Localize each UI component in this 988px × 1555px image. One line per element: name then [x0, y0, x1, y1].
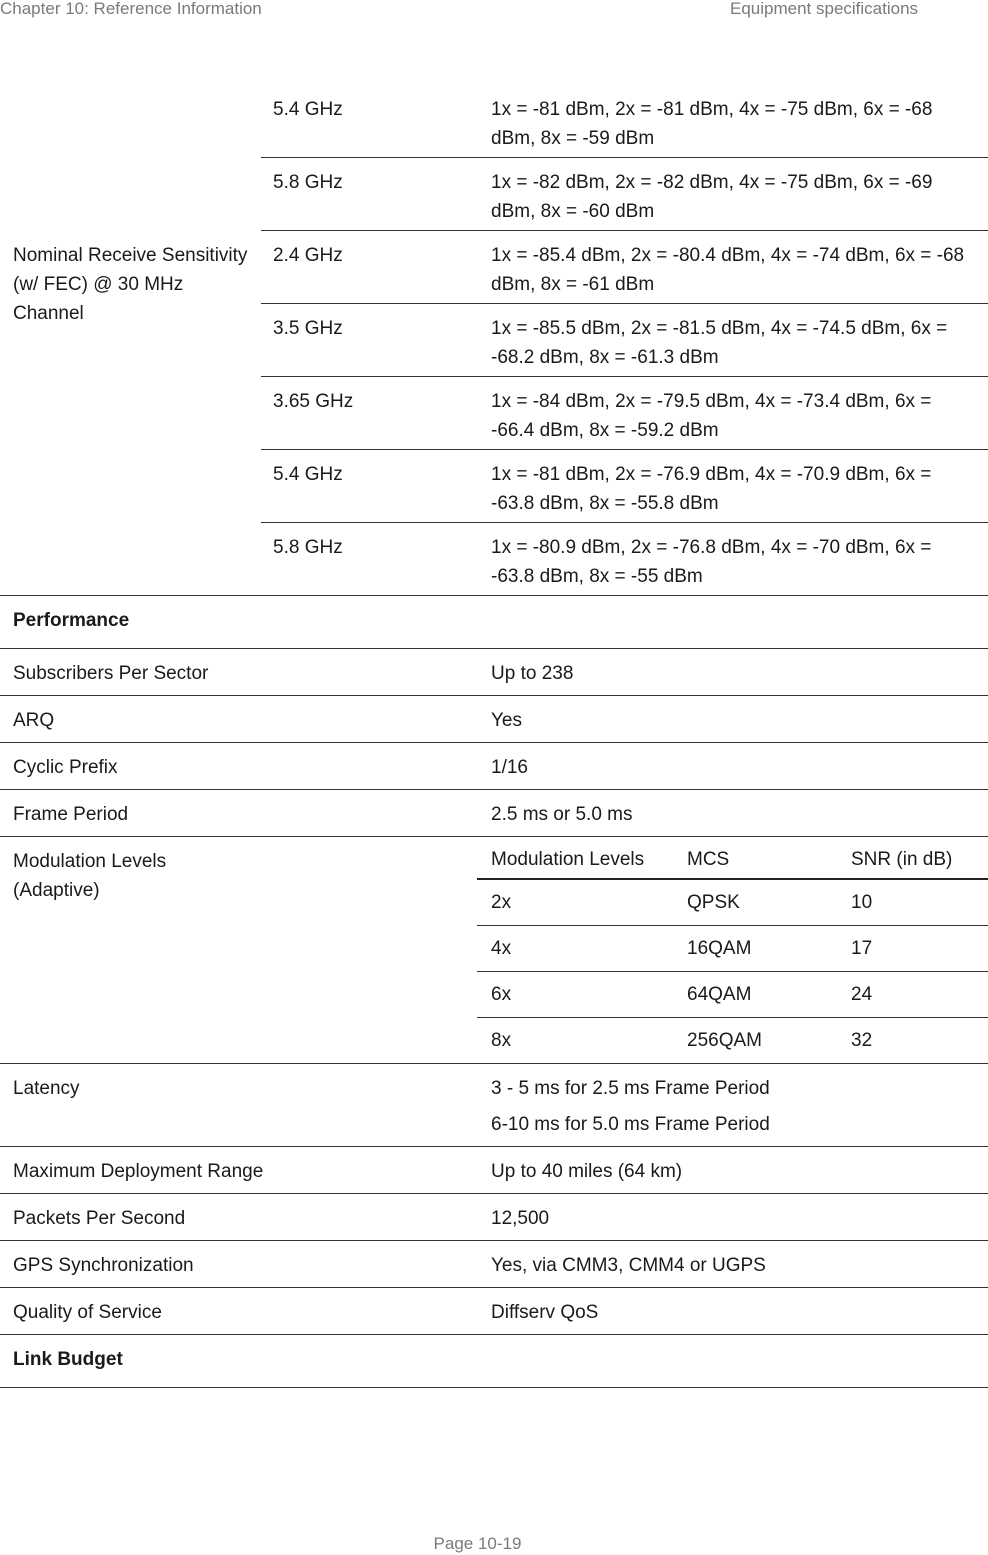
page-header-section: Equipment specifications	[730, 0, 919, 18]
table-row	[0, 1288, 988, 1335]
band-cell: 5.4 GHz	[261, 450, 477, 523]
modulation-row	[477, 972, 988, 1018]
latency-line: 6-10 ms for 5.0 ms Frame Period	[491, 1114, 770, 1135]
band-cell: 5.4 GHz	[261, 85, 477, 158]
snr-value: 24	[837, 972, 988, 1018]
spec-label: Subscribers Per Sector	[0, 649, 477, 696]
column-header: MCS	[673, 837, 837, 879]
spec-label: Maximum Deployment Range	[0, 1147, 477, 1194]
specifications-table	[0, 85, 988, 1388]
section-title-performance: Performance	[0, 596, 988, 649]
modulation-table-cell	[477, 837, 988, 1064]
mcs-value: 64QAM	[673, 972, 837, 1018]
modulation-row	[477, 879, 988, 926]
section-header-row	[0, 1335, 988, 1388]
mcs-value: 256QAM	[687, 1030, 762, 1051]
modulation-level: 2x	[477, 879, 673, 926]
spec-value: Yes	[477, 696, 988, 743]
table-row	[0, 1147, 988, 1194]
spec-value	[477, 1064, 988, 1147]
spec-label: ARQ	[0, 696, 477, 743]
spec-value: Yes, via CMM3, CMM4 or UGPS	[477, 1241, 988, 1288]
value-cell: 1x = -84 dBm, 2x = -79.5 dBm, 4x = -73.4 dBm, 6x = -66.4 dBm, 8x = -59.2 dBm	[477, 377, 988, 450]
modulation-level: 8x	[491, 1030, 512, 1051]
latency-line: 3 - 5 ms for 2.5 ms Frame Period	[491, 1078, 770, 1099]
spec-label: GPS Synchronization	[0, 1241, 477, 1288]
table-row	[0, 231, 988, 304]
section-header-row	[0, 596, 988, 649]
snr-value: 10	[837, 879, 988, 926]
table-row	[0, 743, 988, 790]
spec-value: Up to 40 miles (64 km)	[477, 1147, 988, 1194]
mcs-value: 16QAM	[673, 926, 837, 972]
table-row	[0, 649, 988, 696]
modulation-level: 4x	[477, 926, 673, 972]
modulation-table	[477, 837, 988, 1063]
value-cell: 1x = -82 dBm, 2x = -82 dBm, 4x = -75 dBm, 6x = -69 dBm, 8x = -60 dBm	[477, 158, 988, 231]
table-row	[0, 696, 988, 743]
value-cell: 1x = -80.9 dBm, 2x = -76.8 dBm, 4x = -70 dBm, 6x = -63.8 dBm, 8x = -55 dBm	[477, 523, 988, 596]
column-header: SNR (in dB)	[837, 837, 988, 879]
value-cell: 1x = -81 dBm, 2x = -81 dBm, 4x = -75 dBm, 6x = -68 dBm, 8x = -59 dBm	[477, 85, 988, 158]
table-row	[0, 837, 988, 1064]
value-cell: 1x = -85.4 dBm, 2x = -80.4 dBm, 4x = -74 dBm, 6x = -68 dBm, 8x = -61 dBm	[477, 231, 988, 304]
modulation-row	[477, 1018, 988, 1064]
spec-value: 2.5 ms or 5.0 ms	[477, 790, 988, 837]
snr-value: 32	[851, 1030, 873, 1051]
table-row	[0, 1194, 988, 1241]
page-number: Page 10-19	[433, 1534, 522, 1553]
modulation-row	[477, 926, 988, 972]
sensitivity-label: Nominal Receive Sensitivity (w/ FEC) @ 30 MHz Channel	[0, 231, 261, 596]
spec-label: Frame Period	[0, 790, 477, 837]
table-row	[0, 1064, 988, 1147]
spec-label	[0, 837, 477, 1064]
table-row	[0, 790, 988, 837]
band-cell: 5.8 GHz	[261, 523, 477, 596]
spec-label: Latency	[0, 1064, 477, 1147]
spec-value: 1/16	[477, 743, 988, 790]
spec-value: 12,500	[477, 1194, 988, 1241]
spec-label: Quality of Service	[0, 1288, 477, 1335]
band-cell: 3.5 GHz	[261, 304, 477, 377]
modulation-header-row	[477, 837, 988, 879]
page-header-chapter: Chapter 10: Reference Information	[0, 0, 262, 18]
snr-value: 17	[837, 926, 988, 972]
spec-label: Packets Per Second	[0, 1194, 477, 1241]
table-row	[0, 85, 988, 158]
mcs-value: QPSK	[673, 879, 837, 926]
spec-value: Up to 238	[477, 649, 988, 696]
spec-value: Diffserv QoS	[477, 1288, 988, 1335]
modulation-label: Modulation Levels (Adaptive)	[13, 851, 167, 901]
section-title-link-budget: Link Budget	[0, 1335, 988, 1388]
band-cell: 5.8 GHz	[261, 158, 477, 231]
continued-label-cell	[0, 85, 261, 231]
band-cell: 2.4 GHz	[261, 231, 477, 304]
table-row	[0, 1241, 988, 1288]
column-header: Modulation Levels	[477, 837, 673, 879]
value-cell: 1x = -81 dBm, 2x = -76.9 dBm, 4x = -70.9 dBm, 6x = -63.8 dBm, 8x = -55.8 dBm	[477, 450, 988, 523]
spec-label: Cyclic Prefix	[0, 743, 477, 790]
modulation-level: 6x	[477, 972, 673, 1018]
band-cell: 3.65 GHz	[261, 377, 477, 450]
value-cell: 1x = -85.5 dBm, 2x = -81.5 dBm, 4x = -74.5 dBm, 6x = -68.2 dBm, 8x = -61.3 dBm	[477, 304, 988, 377]
